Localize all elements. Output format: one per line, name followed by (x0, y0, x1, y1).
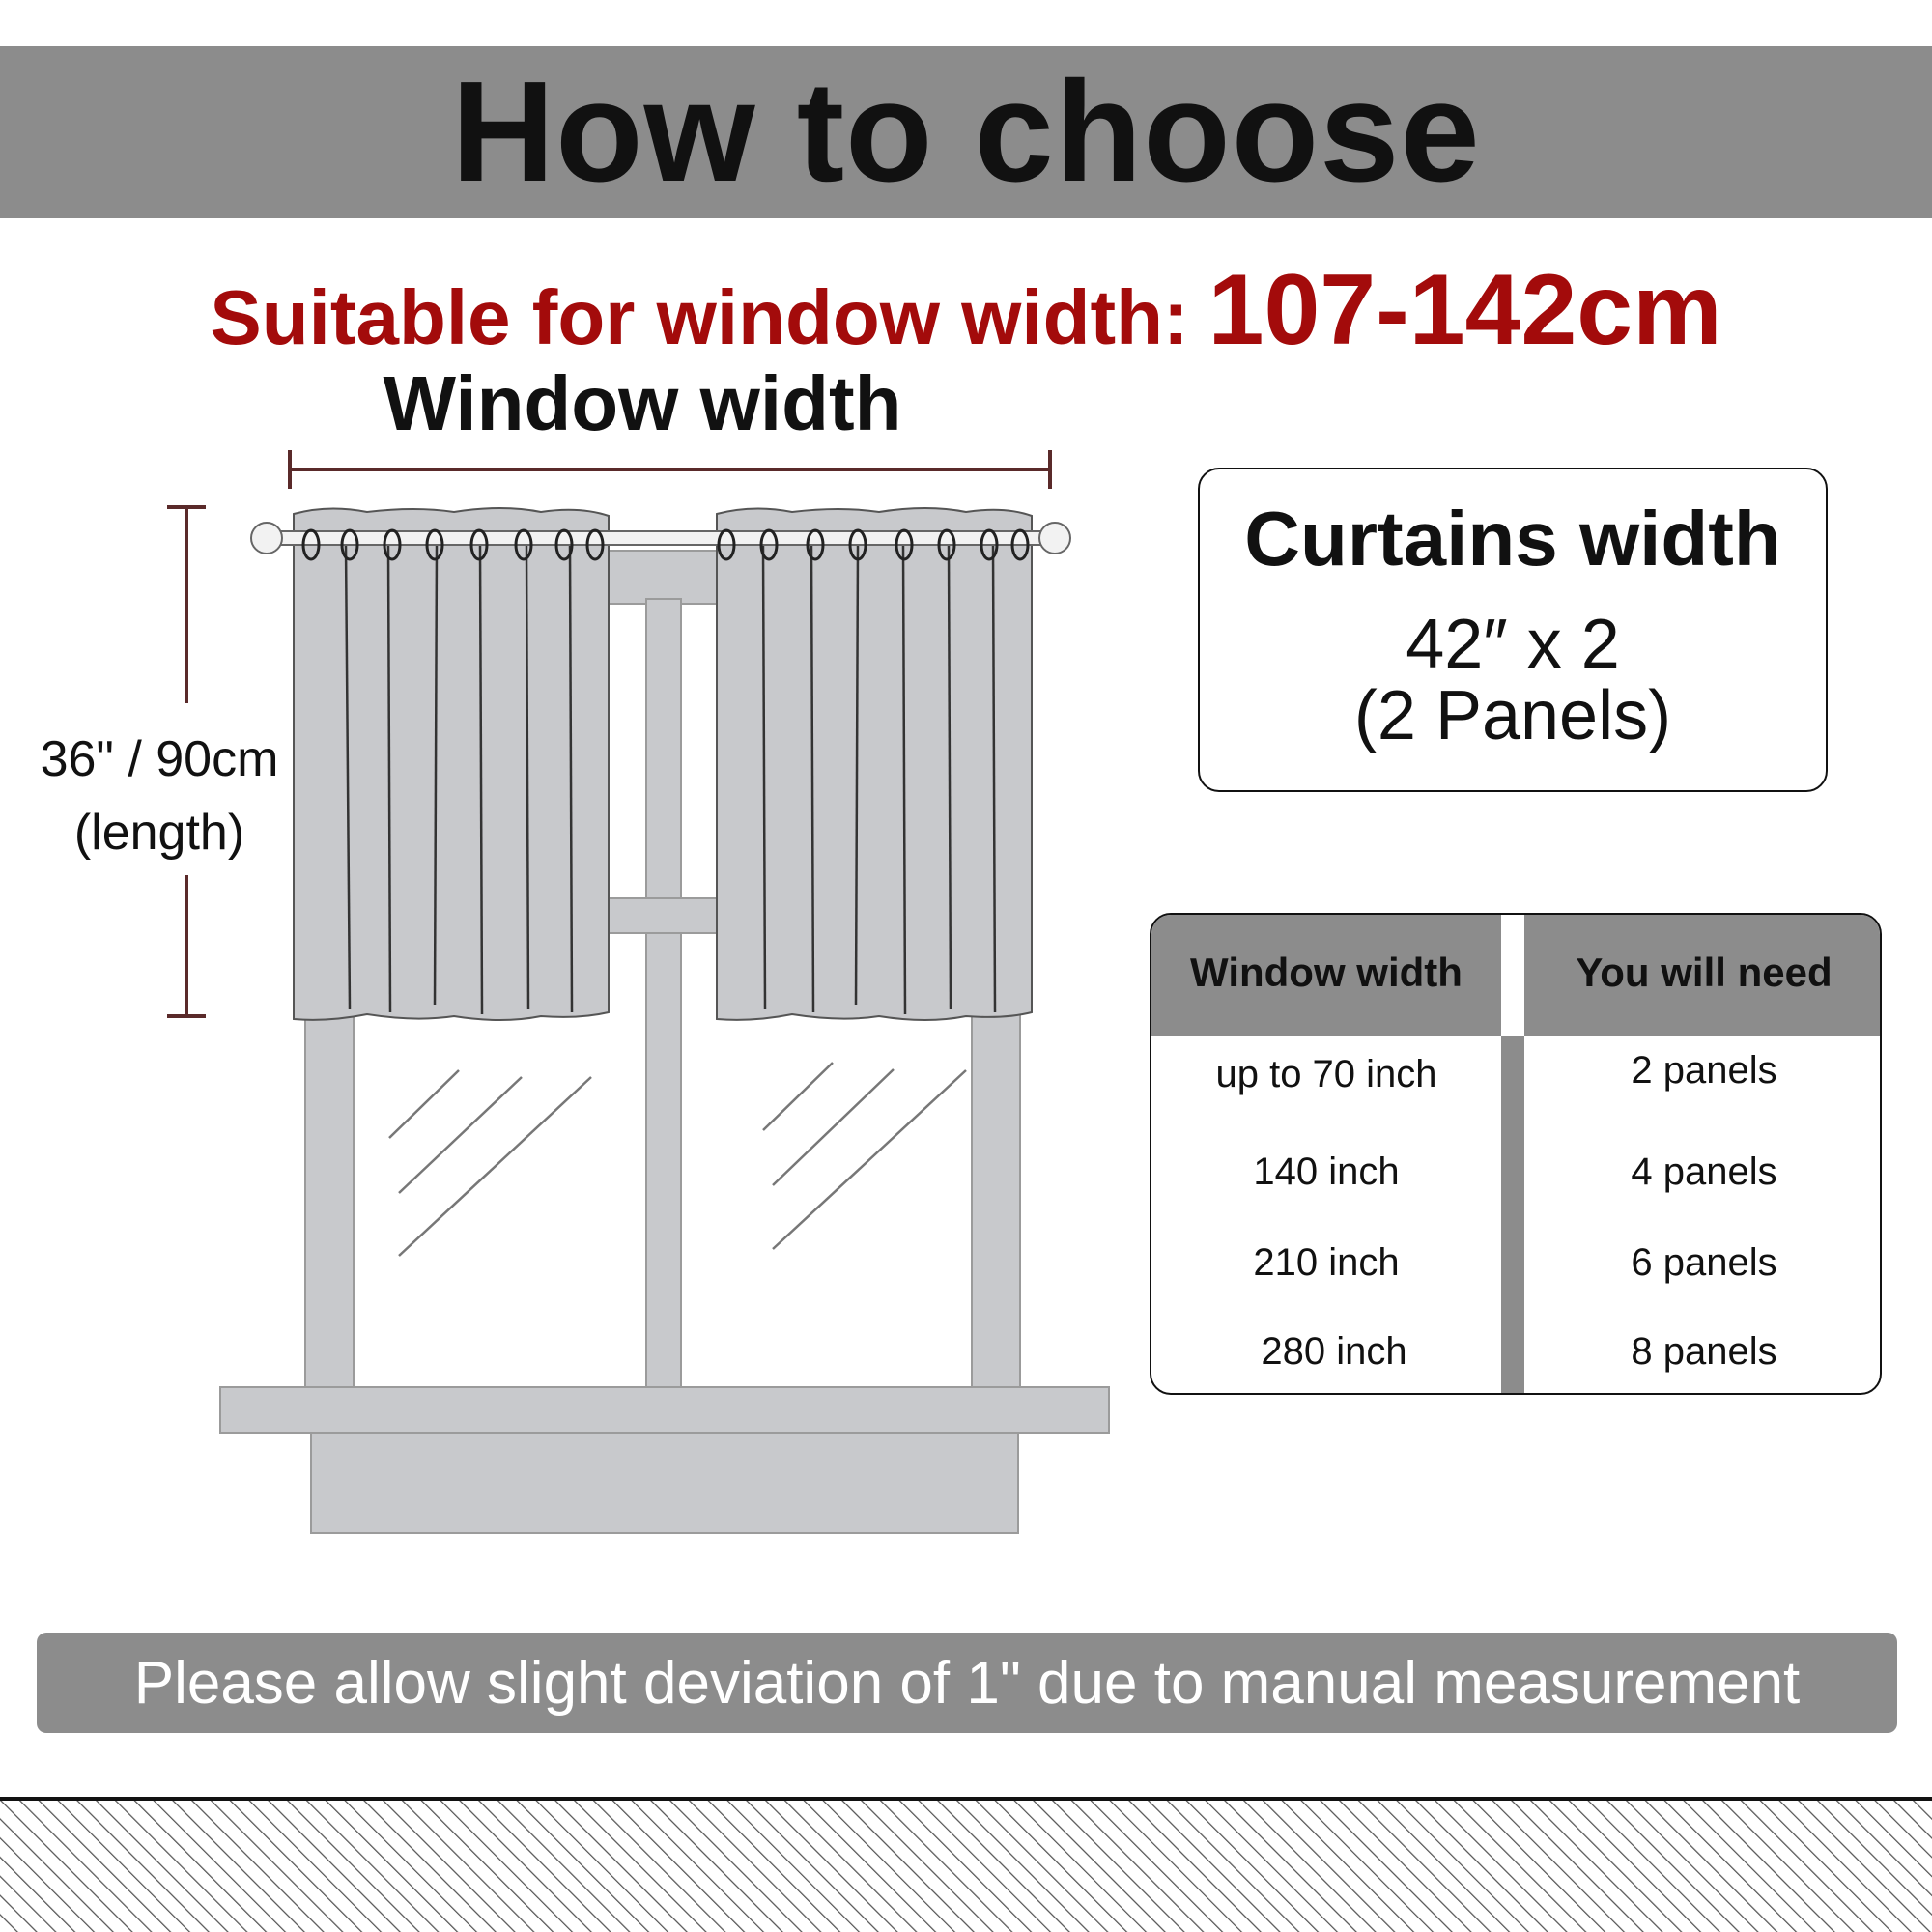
right-curtain-panel (717, 508, 1032, 1020)
page-title: How to choose (451, 52, 1481, 212)
left-curtain-panel (294, 508, 609, 1020)
length-label (19, 723, 299, 869)
floor-hatch-pattern (0, 1801, 1932, 1932)
curtains-size-panels: (2 Panels) (1353, 677, 1672, 754)
length-measure: 36" / 90cm (40, 731, 279, 787)
curtains-width-size (1200, 606, 1826, 754)
table-header-you-will-need: You will need (1576, 950, 1833, 995)
table-cell-width: 140 inch (1253, 1151, 1400, 1193)
window-width-label: Window width (383, 360, 902, 446)
table-cell-panels: 4 panels (1631, 1151, 1777, 1193)
curtains-size-dimension: 42″ x 2 (1406, 606, 1620, 683)
curtains-width-box (1198, 468, 1828, 792)
table-cell-panels: 2 panels (1631, 1049, 1777, 1092)
panel-guide-table (1150, 913, 1882, 1395)
length-caption: (length) (73, 805, 245, 861)
table-cell-panels: 8 panels (1631, 1330, 1777, 1373)
note-band (37, 1633, 1897, 1733)
suitable-width-label: Suitable for window width: (210, 274, 1189, 360)
table-header-window-width: Window width (1190, 950, 1463, 995)
curtains-width-title: Curtains width (1244, 496, 1781, 582)
suitable-width-value: 107-142cm (1208, 254, 1722, 366)
table-cell-panels: 6 panels (1631, 1241, 1777, 1284)
table-cell-width: up to 70 inch (1215, 1053, 1437, 1095)
measurement-note: Please allow slight deviation of 1" due to manual measurement (133, 1649, 1801, 1717)
table-header-gap (1501, 915, 1524, 1036)
window-width-dimension-line (290, 450, 1050, 489)
table-cell-width: 210 inch (1253, 1241, 1400, 1284)
table-cell-width: 280 inch (1261, 1330, 1407, 1373)
